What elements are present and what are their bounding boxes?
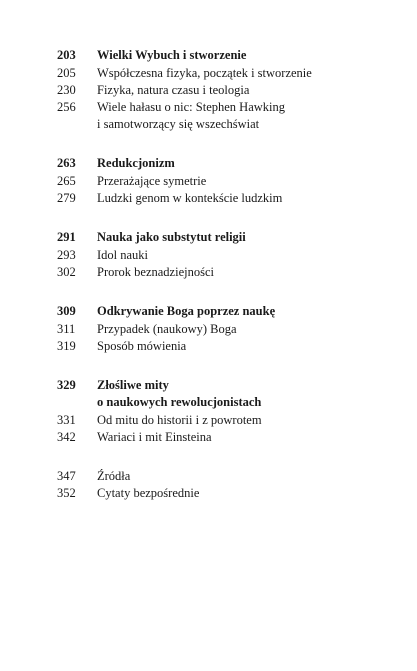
toc-page-number: 203 bbox=[57, 48, 76, 62]
toc-page-number: 302 bbox=[57, 265, 76, 279]
toc-title-line: Przypadek (naukowy) Boga bbox=[97, 322, 237, 336]
toc-title-line: Źródła bbox=[97, 469, 131, 483]
toc-section bbox=[57, 155, 377, 207]
toc-title bbox=[97, 99, 377, 133]
toc-chapter-heading bbox=[57, 303, 377, 320]
toc-title-line: o naukowych rewolucjonistach bbox=[97, 395, 262, 409]
toc-title bbox=[97, 190, 377, 207]
toc-page-number: 256 bbox=[57, 100, 76, 114]
toc-title bbox=[97, 82, 377, 99]
toc-section bbox=[57, 468, 377, 502]
toc-page-number: 342 bbox=[57, 430, 76, 444]
toc-section bbox=[57, 303, 377, 355]
toc-entry bbox=[57, 190, 377, 207]
toc-title bbox=[97, 429, 377, 446]
toc-title-line: Wiele hałasu o nic: Stephen Hawking bbox=[97, 100, 285, 114]
toc-entry bbox=[57, 321, 377, 338]
toc-title-line: Wariaci i mit Einsteina bbox=[97, 430, 212, 444]
toc-page-number: 347 bbox=[57, 469, 76, 483]
toc-title-line: Nauka jako substytut religii bbox=[97, 230, 246, 244]
toc-page-number: 205 bbox=[57, 66, 76, 80]
toc-page-number: 230 bbox=[57, 83, 76, 97]
toc-entry bbox=[57, 429, 377, 446]
toc-page-number: 352 bbox=[57, 486, 76, 500]
toc-title-line: Redukcjonizm bbox=[97, 156, 175, 170]
toc-page-number: 309 bbox=[57, 304, 76, 318]
toc-title-line: Wielki Wybuch i stworzenie bbox=[97, 48, 247, 62]
toc-chapter-heading bbox=[57, 229, 377, 246]
toc-title bbox=[97, 321, 377, 338]
toc-title bbox=[97, 303, 377, 320]
toc-page-number: 279 bbox=[57, 191, 76, 205]
toc-page-number: 331 bbox=[57, 413, 76, 427]
toc-chapter-heading bbox=[57, 155, 377, 172]
toc-title-line: Fizyka, natura czasu i teologia bbox=[97, 83, 250, 97]
toc-section bbox=[57, 229, 377, 281]
toc-title bbox=[97, 65, 377, 82]
toc-title bbox=[97, 155, 377, 172]
toc-title bbox=[97, 173, 377, 190]
toc-entry bbox=[57, 264, 377, 281]
toc-title-line: Współczesna fizyka, początek i stworzenie bbox=[97, 66, 312, 80]
toc-title-line: Przerażające symetrie bbox=[97, 174, 207, 188]
toc-title-line: Złośliwe mity bbox=[97, 378, 169, 392]
toc-title-line: Sposób mówienia bbox=[97, 339, 187, 353]
toc-title-line: Prorok beznadziejności bbox=[97, 265, 214, 279]
toc-entry bbox=[57, 65, 377, 82]
toc-page-number: 291 bbox=[57, 230, 76, 244]
toc-entry bbox=[57, 485, 377, 502]
toc-title-line: Cytaty bezpośrednie bbox=[97, 486, 200, 500]
toc-title bbox=[97, 485, 377, 502]
toc-chapter-heading bbox=[57, 47, 377, 64]
toc-title bbox=[97, 338, 377, 355]
toc-title-line: Ludzki genom w kontekście ludzkim bbox=[97, 191, 283, 205]
table-of-contents bbox=[57, 47, 377, 524]
toc-section bbox=[57, 47, 377, 133]
toc-title-line: Idol nauki bbox=[97, 248, 149, 262]
toc-title-line: i samotworzący się wszechświat bbox=[97, 117, 260, 131]
toc-title bbox=[97, 47, 377, 64]
toc-page-number: 311 bbox=[57, 322, 76, 336]
toc-entry bbox=[57, 173, 377, 190]
toc-section bbox=[57, 377, 377, 446]
toc-entry bbox=[57, 412, 377, 429]
toc-title bbox=[97, 412, 377, 429]
toc-title bbox=[97, 468, 377, 485]
toc-page-number: 265 bbox=[57, 174, 76, 188]
toc-entry bbox=[57, 468, 377, 485]
toc-title bbox=[97, 229, 377, 246]
toc-page-number: 263 bbox=[57, 156, 76, 170]
toc-page-number: 329 bbox=[57, 378, 76, 392]
toc-entry bbox=[57, 82, 377, 99]
toc-title bbox=[97, 264, 377, 281]
toc-title-line: Odkrywanie Boga poprzez naukę bbox=[97, 304, 276, 318]
toc-entry bbox=[57, 99, 377, 133]
toc-page-number: 293 bbox=[57, 248, 76, 262]
toc-title bbox=[97, 247, 377, 264]
toc-page-number: 319 bbox=[57, 339, 76, 353]
toc-chapter-heading bbox=[57, 377, 377, 411]
toc-entry bbox=[57, 247, 377, 264]
toc-title bbox=[97, 377, 377, 411]
toc-title-line: Od mitu do historii i z powrotem bbox=[97, 413, 262, 427]
toc-entry bbox=[57, 338, 377, 355]
